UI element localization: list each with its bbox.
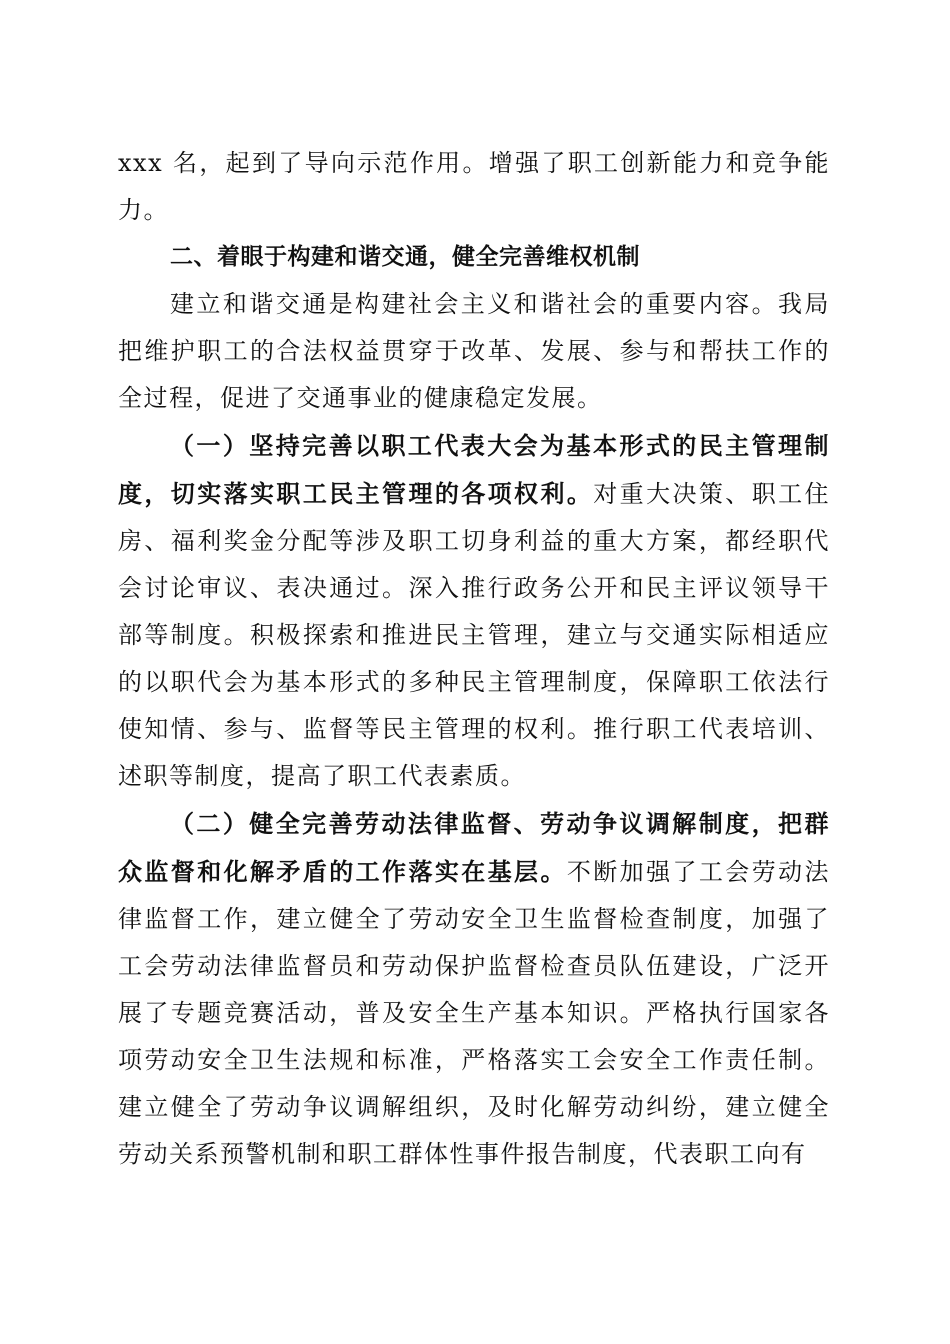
paragraph-subsection-2 [118,800,830,1178]
section-heading [118,234,830,281]
paragraph-text: 建立和谐交通是构建社会主义和谐社会的重要内容。我局把维护职工的合法权益贯穿于改革、发展、参与和帮扶工作的全过程，促进了交通事业的健康稳定发展。 [118,290,830,412]
paragraph-text: 对重大决策、职工住房、福利奖金分配等涉及职工切身利益的重大方案，都经职代会讨论审议、表决通过。深入推行政务公开和民主评议领导干部等制度。积极探索和推进民主管理，建立与交通实际相适应的以职代会为基本形式的多种民主管理制度，保障职工依法行使知情、参与、监督等民主管理的权利。推行职工代表培训、述职等制度，提高了职工代表素质。 [118,480,831,790]
paragraph-text: xxx 名，起到了导向示范作用。增强了职工创新能力和竞争能力。 [118,149,830,224]
subsection-lead: （一）坚持完善以职工代表大会为基本形式的民主管理制度，切实落实职工民主管理的各项权利。 [118,431,830,508]
paragraph-subsection-1 [118,422,830,800]
paragraph-continuation [118,140,830,234]
subsection-lead: （二）健全完善劳动法律监督、劳动争议调解制度，把群众监督和化解矛盾的工作落实在基层。 [118,809,830,886]
section-heading-text: 二、着眼于构建和谐交通，健全完善维权机制 [170,244,640,270]
paragraph-intro [118,281,830,422]
document-body [118,140,830,1178]
paragraph-text: 不断加强了工会劳动法律监督工作，建立健全了劳动安全卫生监督检查制度，加强了工会劳动法律监督员和劳动保护监督检查员队伍建设，广泛开展了专题竞赛活动，普及安全生产基本知识。严格执行国家各项劳动安全卫生法规和标准，严格落实工会安全工作责任制。建立健全了劳动争议调解组织，及时化解劳动纠纷，建立健全劳动关系预警机制和职工群体性事件报告制度，代表职工向有 [118,858,831,1168]
